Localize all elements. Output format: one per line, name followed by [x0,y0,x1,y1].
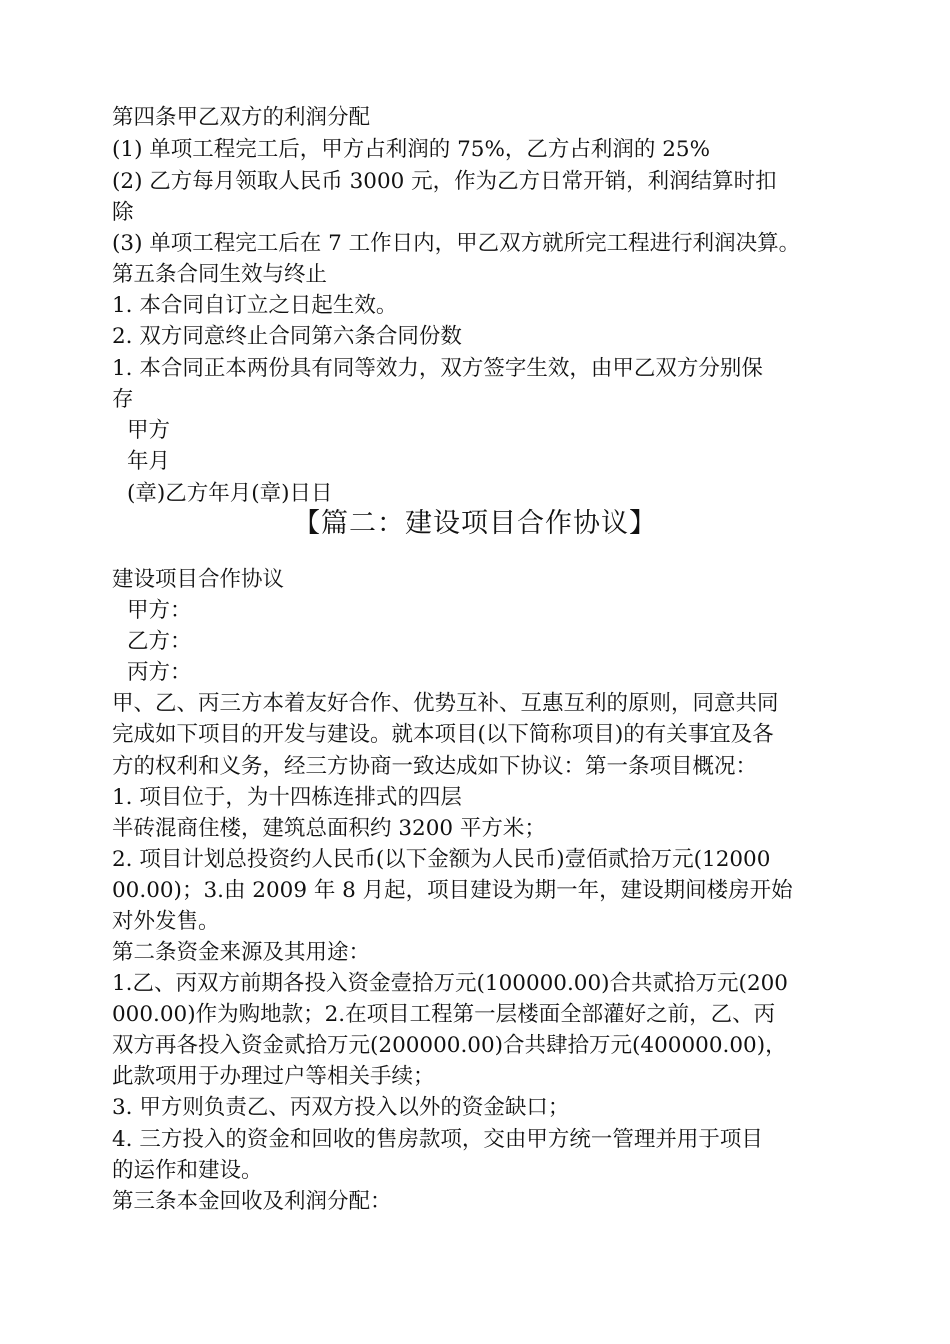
article5-item-1: 1. 本合同自订立之日起生效。 [112,293,398,318]
article5-item-3: 1. 本合同正本两份具有同等效力，双方签字生效，由甲乙双方分别保 [112,356,763,381]
party-b-field: 乙方： [127,629,192,654]
article2-item-1: 1.乙、丙双方前期各投入资金壹拾万元(100000.00)合共贰拾万元(200 [112,971,788,996]
article1-item-3-cont: 对外发售。 [112,909,220,934]
article4-item-2-cont: 除 [112,200,134,225]
article2-item-4-cont: 的运作和建设。 [112,1158,263,1183]
section2-heading: 【篇二：建设项目合作协议】 [293,508,657,539]
article1-item-2-cont: 00.00)；3.由 2009 年 8 月起，项目建设为期一年，建设期间楼房开始 [112,878,793,903]
article4-item-1: (1) 单项工程完工后，甲方占利润的 75%，乙方占利润的 25% [112,137,711,162]
signature-seal-line: (章)乙方年月(章)日日 [127,481,333,506]
article2-item-3: 3. 甲方则负责乙、丙双方投入以外的资金缺口； [112,1095,570,1120]
article2-item-2-cont: 双方再各投入资金贰拾万元(200000.00)合共肆拾万元(400000.00)， [112,1033,787,1058]
article1-item-1: 1. 项目位于，为十四栋连排式的四层 [112,785,462,810]
article4-item-2: (2) 乙方每月领取人民币 3000 元，作为乙方日常开销，利润结算时扣 [112,169,777,194]
article2-item-2-end: 此款项用于办理过户等相关手续； [112,1064,435,1089]
article4-item-3: (3) 单项工程完工后在 7 工作日内，甲乙双方就所完工程进行利润决算。 [112,231,801,256]
article3-title: 第三条本金回收及利润分配： [112,1189,392,1214]
article2-item-1-cont: 000.00)作为购地款；2.在项目工程第一层楼面全部灌好之前，乙、丙 [112,1002,776,1027]
signature-date: 年月 [127,449,171,474]
article2-title: 第二条资金来源及其用途： [112,940,371,965]
article4-title: 第四条甲乙双方的利润分配 [112,105,371,130]
party-a-field: 甲方： [127,598,192,623]
agreement-title: 建设项目合作协议 [112,567,285,592]
article5-item-2: 2. 双方同意终止合同第六条合同份数 [112,324,462,349]
article1-item-1-cont: 半砖混商住楼，建筑总面积约 3200 平方米； [112,816,546,841]
signature-party-a: 甲方 [127,418,171,443]
party-c-field: 丙方： [127,660,192,685]
preamble-line-2: 完成如下项目的开发与建设。就本项目(以下简称项目)的有关事宜及各 [112,722,774,747]
article1-item-2: 2. 项目计划总投资约人民币(以下金额为人民币)壹佰贰拾万元(12000 [112,847,771,872]
article5-title: 第五条合同生效与终止 [112,262,328,287]
article5-item-3-cont: 存 [112,387,134,412]
preamble-line-3: 方的权利和义务，经三方协商一致达成如下协议：第一条项目概况： [112,754,758,779]
preamble-line-1: 甲、乙、丙三方本着友好合作、优势互补、互惠互利的原则，同意共同 [112,691,779,716]
article2-item-4: 4. 三方投入的资金和回收的售房款项，交由甲方统一管理并用于项目 [112,1127,763,1152]
